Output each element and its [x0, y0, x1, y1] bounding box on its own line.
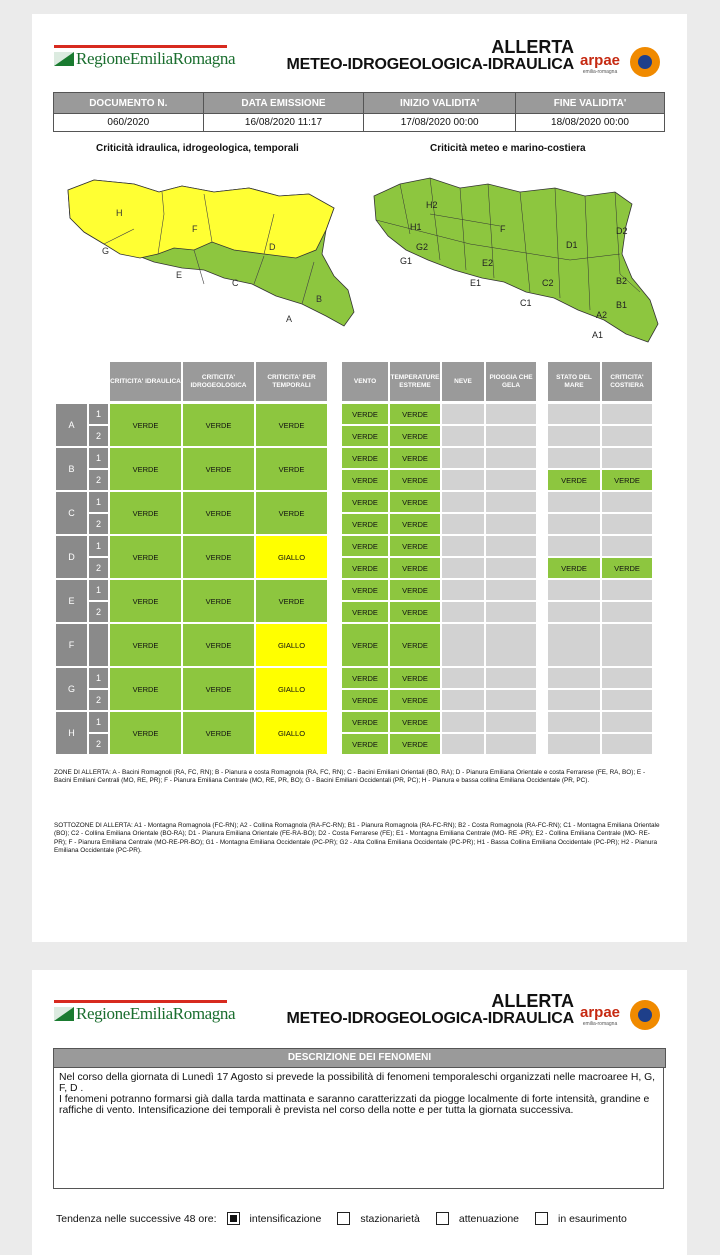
neve-F [441, 623, 485, 667]
map-label-A2: A2 [596, 310, 608, 320]
doc-header-1: DATA EMISSIONE [203, 93, 364, 114]
neve-G2 [441, 689, 485, 711]
pioggia-gela-C2 [485, 513, 537, 535]
trend-option-label-3: in esaurimento [558, 1212, 627, 1225]
zone-label-B: B [55, 447, 88, 491]
stato-mare-F [547, 623, 601, 667]
criticita-idraulica-map [64, 174, 359, 334]
pioggia-gela-D2 [485, 557, 537, 579]
doc-value-0: 060/2020 [54, 114, 204, 132]
sottozone-notes: SOTTOZONE DI ALLERTA: A1 - Montagna Romagnola (FC-RN); A2 - Collina Romagnola (RA-FC-RN); B1 - Pianura Romagnola (RA-FC-RN); B2 - Costa Romagnola (RA-FC-RN); C1 - Montagna Emiliana Orientale (BO); C2 - Collina Emiliana Orientale (BO-RA); D1 - Pianura Emiliana Orientale (FE-RA-BO); D2 - Costa Ferrarese (FE); E1 - Montagna Emiliana Centrale (MO- RE -PR); E2 - Collina Emiliana Centrale (MO- RE- PR); F - Pianura Emiliana Centrale (MO-RE-PR-BO); G1 - Montagna Emiliana Occidentale (PC-PR); G2 - Alta Collina Emiliana Occidentale (PC-PR); H1 - Bassa Collina Emiliana Occidentale (PC-PR); H2 - Pianura Emiliana Occidentale (PC-PR). [54, 822, 660, 854]
subzone-A1: 1 [88, 403, 109, 425]
bulletin-title [286, 38, 574, 74]
temperature-H1: VERDE [389, 711, 441, 733]
map-label-H1: H1 [410, 222, 422, 232]
zone-H-idrg: VERDE [182, 711, 255, 755]
doc-value-2: 17/08/2020 00:00 [364, 114, 516, 132]
zone-label-F: F [55, 623, 88, 667]
costiera-E1 [601, 579, 653, 601]
zone-E-idr: VERDE [109, 579, 182, 623]
neve-G1 [441, 667, 485, 689]
pioggia-gela-E2 [485, 601, 537, 623]
trend-option-label-1: stazionarietà [360, 1212, 420, 1225]
vento-H2: VERDE [341, 733, 389, 755]
stato-mare-D1 [547, 535, 601, 557]
temperature-F: VERDE [389, 623, 441, 667]
bulletin-page-1 [32, 14, 687, 942]
title-subtitle: METEO-IDROGEOLOGICA-IDRAULICA [286, 55, 574, 73]
trend-checkbox-0[interactable] [227, 1212, 240, 1225]
neve-E1 [441, 579, 485, 601]
description-header: DESCRIZIONE DEI FENOMENI [53, 1048, 666, 1068]
map-label-B2: B2 [616, 276, 628, 286]
protezione-civile-icon [630, 1000, 660, 1030]
grid-header-neve: NEVE [441, 361, 485, 402]
subzone-D1: 1 [88, 535, 109, 557]
temperature-A1: VERDE [389, 403, 441, 425]
description-paragraph-1: Nel corso della giornata di Lunedì 17 Agosto si prevede la possibilità di fenomeni temporaleschi organizzati nelle macroaree H, G, F, D . [59, 1072, 656, 1094]
vento-C1: VERDE [341, 491, 389, 513]
map-label-F: F [500, 224, 506, 234]
trend-option-label-2: attenuazione [458, 1212, 519, 1225]
map-label-A1: A1 [592, 330, 604, 340]
pioggia-gela-G2 [485, 689, 537, 711]
map-label-G: G [102, 246, 110, 256]
costiera-D2: VERDE [601, 557, 653, 579]
pioggia-gela-B2 [485, 469, 537, 491]
description-paragraph-2: I fenomeni potranno formarsi già dalla tarda mattinata e saranno caratterizzati da piogge localmente di forte intensità, grandine e raffiche di vento. Intensificazione dei temporali è prevista nel corso della notte e per tutta la giornata successiva. [59, 1094, 650, 1116]
zone-E-temp: VERDE [255, 579, 328, 623]
zone-C-idrg: VERDE [182, 491, 255, 535]
grid-header-cost: CRITICITA' COSTIERA [601, 361, 653, 402]
vento-A2: VERDE [341, 425, 389, 447]
temperature-B1: VERDE [389, 447, 441, 469]
zone-D-idrg: VERDE [182, 535, 255, 579]
pioggia-gela-A1 [485, 403, 537, 425]
regione-logo [54, 45, 235, 70]
vento-E2: VERDE [341, 601, 389, 623]
vento-E1: VERDE [341, 579, 389, 601]
zone-C-temp: VERDE [255, 491, 328, 535]
stato-mare-H2 [547, 733, 601, 755]
costiera-H2 [601, 733, 653, 755]
subzone-E2: 2 [88, 601, 109, 623]
zone-G-temp: GIALLO [255, 667, 328, 711]
zone-label-G: G [55, 667, 88, 711]
bulletin-title-2 [286, 992, 574, 1028]
costiera-H1 [601, 711, 653, 733]
map-label-F: F [192, 224, 198, 234]
stato-mare-C1 [547, 491, 601, 513]
neve-C2 [441, 513, 485, 535]
zone-B-temp: VERDE [255, 447, 328, 491]
subzone-C1: 1 [88, 491, 109, 513]
stato-mare-G1 [547, 667, 601, 689]
pioggia-gela-E1 [485, 579, 537, 601]
map-label-B: B [316, 294, 323, 304]
costiera-A1 [601, 403, 653, 425]
zone-notes: ZONE DI ALLERTA: A - Bacini Romagnoli (RA, FC, RN); B - Pianura e costa Romagnola (RA, FC, RN); C - Bacini Emiliani Orientali (BO, RA); D - Pianura Emiliana Orientale e costa Ferrarese (FE, RA, BO); E - Bacini Emiliani Centrali (MO, RE, PR); F - Pianura Emiliana Centrale (MO, RE, PR, BO); G - Bacini Emiliani Occidentali (PR, PC); H - Pianura e bassa collina Emiliana Occidentale (PR, PC). [54, 769, 646, 785]
trend-option-label-0: intensificazione [249, 1212, 322, 1225]
zone-label-H: H [55, 711, 88, 755]
map-label-E1: E1 [470, 278, 482, 288]
criticita-meteo-map [370, 174, 665, 354]
doc-header-3: FINE VALIDITA' [515, 93, 664, 114]
zone-A-idrg: VERDE [182, 403, 255, 447]
grid-header-t: TEMPERATURE ESTREME [389, 361, 441, 402]
stato-mare-B1 [547, 447, 601, 469]
neve-C1 [441, 491, 485, 513]
trend-row [56, 1212, 633, 1225]
title-allerta: ALLERTA [491, 991, 574, 1011]
zone-A-temp: VERDE [255, 403, 328, 447]
costiera-B2: VERDE [601, 469, 653, 491]
subzone-H2: 2 [88, 733, 109, 755]
costiera-C2 [601, 513, 653, 535]
title-allerta: ALLERTA [491, 37, 574, 57]
vento-B2: VERDE [341, 469, 389, 491]
grid-header-pg: PIOGGIA CHE GELA [485, 361, 537, 402]
map-label-D2: D2 [616, 226, 628, 236]
stato-mare-E2 [547, 601, 601, 623]
subzone-F [88, 623, 109, 667]
pioggia-gela-H1 [485, 711, 537, 733]
zone-E-idrg: VERDE [182, 579, 255, 623]
zone-label-C: C [55, 491, 88, 535]
vento-G1: VERDE [341, 667, 389, 689]
zone-G-idr: VERDE [109, 667, 182, 711]
description-body [53, 1067, 664, 1189]
trend-checkbox-3[interactable] [535, 1212, 548, 1225]
grid-header-idrg: CRITICITA' IDROGEOLOGICA [182, 361, 255, 402]
temperature-C2: VERDE [389, 513, 441, 535]
stato-mare-A1 [547, 403, 601, 425]
pioggia-gela-F [485, 623, 537, 667]
neve-A1 [441, 403, 485, 425]
regione-logo-2 [54, 1000, 235, 1025]
costiera-G1 [601, 667, 653, 689]
map-label-D: D [269, 242, 276, 252]
document-info-table [53, 92, 665, 132]
neve-B2 [441, 469, 485, 491]
subzone-G2: 2 [88, 689, 109, 711]
neve-B1 [441, 447, 485, 469]
pioggia-gela-A2 [485, 425, 537, 447]
map-label-E: E [176, 270, 183, 280]
map-label-E2: E2 [482, 258, 494, 268]
pioggia-gela-G1 [485, 667, 537, 689]
temperature-D1: VERDE [389, 535, 441, 557]
vento-D2: VERDE [341, 557, 389, 579]
zone-G-idrg: VERDE [182, 667, 255, 711]
stato-mare-A2 [547, 425, 601, 447]
brand-name: RegioneEmiliaRomagna [76, 49, 236, 68]
doc-value-3: 18/08/2020 00:00 [515, 114, 664, 132]
vento-H1: VERDE [341, 711, 389, 733]
subzone-B1: 1 [88, 447, 109, 469]
map-label-A: A [286, 314, 293, 324]
pioggia-gela-H2 [485, 733, 537, 755]
temperature-E1: VERDE [389, 579, 441, 601]
temperature-G1: VERDE [389, 667, 441, 689]
map-label-C1: C1 [520, 298, 532, 308]
zone-C-idr: VERDE [109, 491, 182, 535]
temperature-D2: VERDE [389, 557, 441, 579]
vento-C2: VERDE [341, 513, 389, 535]
stato-mare-H1 [547, 711, 601, 733]
zone-F-idr: VERDE [109, 623, 182, 667]
subzone-C2: 2 [88, 513, 109, 535]
vento-A1: VERDE [341, 403, 389, 425]
subzone-H1: 1 [88, 711, 109, 733]
grid-header-idr: CRITICITA' IDRAULICA [109, 361, 182, 402]
zone-H-idr: VERDE [109, 711, 182, 755]
costiera-B1 [601, 447, 653, 469]
subzone-G1: 1 [88, 667, 109, 689]
zone-label-A: A [55, 403, 88, 447]
costiera-F [601, 623, 653, 667]
vento-B1: VERDE [341, 447, 389, 469]
subzone-E1: 1 [88, 579, 109, 601]
trend-checkbox-1[interactable] [337, 1212, 350, 1225]
right-map-title: Criticità meteo e marino-costiera [430, 143, 586, 154]
temperature-G2: VERDE [389, 689, 441, 711]
subzone-A2: 2 [88, 425, 109, 447]
vento-D1: VERDE [341, 535, 389, 557]
zone-H-temp: GIALLO [255, 711, 328, 755]
bulletin-page-2 [32, 970, 687, 1255]
zone-F-temp: GIALLO [255, 623, 328, 667]
costiera-E2 [601, 601, 653, 623]
costiera-A2 [601, 425, 653, 447]
doc-header-2: INIZIO VALIDITA' [364, 93, 516, 114]
zone-A-idr: VERDE [109, 403, 182, 447]
protezione-civile-icon [630, 47, 660, 77]
stato-mare-D2: VERDE [547, 557, 601, 579]
trend-label: Tendenza nelle successive 48 ore: [56, 1212, 217, 1225]
grid-header-vento: VENTO [341, 361, 389, 402]
zone-D-temp: GIALLO [255, 535, 328, 579]
neve-H2 [441, 733, 485, 755]
pioggia-gela-D1 [485, 535, 537, 557]
stato-mare-C2 [547, 513, 601, 535]
temperature-H2: VERDE [389, 733, 441, 755]
temperature-A2: VERDE [389, 425, 441, 447]
pioggia-gela-C1 [485, 491, 537, 513]
temperature-E2: VERDE [389, 601, 441, 623]
flag-icon [54, 52, 74, 66]
costiera-C1 [601, 491, 653, 513]
vento-G2: VERDE [341, 689, 389, 711]
grid-header-temp: CRITICITA' PER TEMPORALI [255, 361, 328, 402]
neve-D1 [441, 535, 485, 557]
arpae-logo-2: arpae emilia-romagna [580, 1004, 621, 1027]
zone-F-idrg: VERDE [182, 623, 255, 667]
costiera-D1 [601, 535, 653, 557]
neve-D2 [441, 557, 485, 579]
stato-mare-G2 [547, 689, 601, 711]
title-subtitle: METEO-IDROGEOLOGICA-IDRAULICA [286, 1009, 574, 1027]
vento-F: VERDE [341, 623, 389, 667]
subzone-D2: 2 [88, 557, 109, 579]
neve-A2 [441, 425, 485, 447]
trend-checkbox-2[interactable] [436, 1212, 449, 1225]
brand-name: RegioneEmiliaRomagna [76, 1004, 236, 1023]
subzone-B2: 2 [88, 469, 109, 491]
map-label-G2: G2 [416, 242, 429, 252]
zone-label-E: E [55, 579, 88, 623]
map-label-C: C [232, 278, 239, 288]
neve-H1 [441, 711, 485, 733]
zone-D-idr: VERDE [109, 535, 182, 579]
pioggia-gela-B1 [485, 447, 537, 469]
stato-mare-E1 [547, 579, 601, 601]
left-map-title: Criticità idraulica, idrogeologica, temporali [96, 143, 299, 154]
map-label-H: H [116, 208, 123, 218]
costiera-G2 [601, 689, 653, 711]
zone-B-idr: VERDE [109, 447, 182, 491]
map-label-G1: G1 [400, 256, 413, 266]
map-label-B1: B1 [616, 300, 628, 310]
zone-label-D: D [55, 535, 88, 579]
map-label-D1: D1 [566, 240, 578, 250]
temperature-B2: VERDE [389, 469, 441, 491]
grid-header-mare: STATO DEL MARE [547, 361, 601, 402]
map-label-H2: H2 [426, 200, 438, 210]
flag-icon [54, 1007, 74, 1021]
doc-header-0: DOCUMENTO N. [54, 93, 204, 114]
zone-B-idrg: VERDE [182, 447, 255, 491]
doc-value-1: 16/08/2020 11:17 [203, 114, 364, 132]
arpae-logo: arpae emilia-romagna [580, 52, 621, 75]
neve-E2 [441, 601, 485, 623]
map-label-C2: C2 [542, 278, 554, 288]
stato-mare-B2: VERDE [547, 469, 601, 491]
temperature-C1: VERDE [389, 491, 441, 513]
